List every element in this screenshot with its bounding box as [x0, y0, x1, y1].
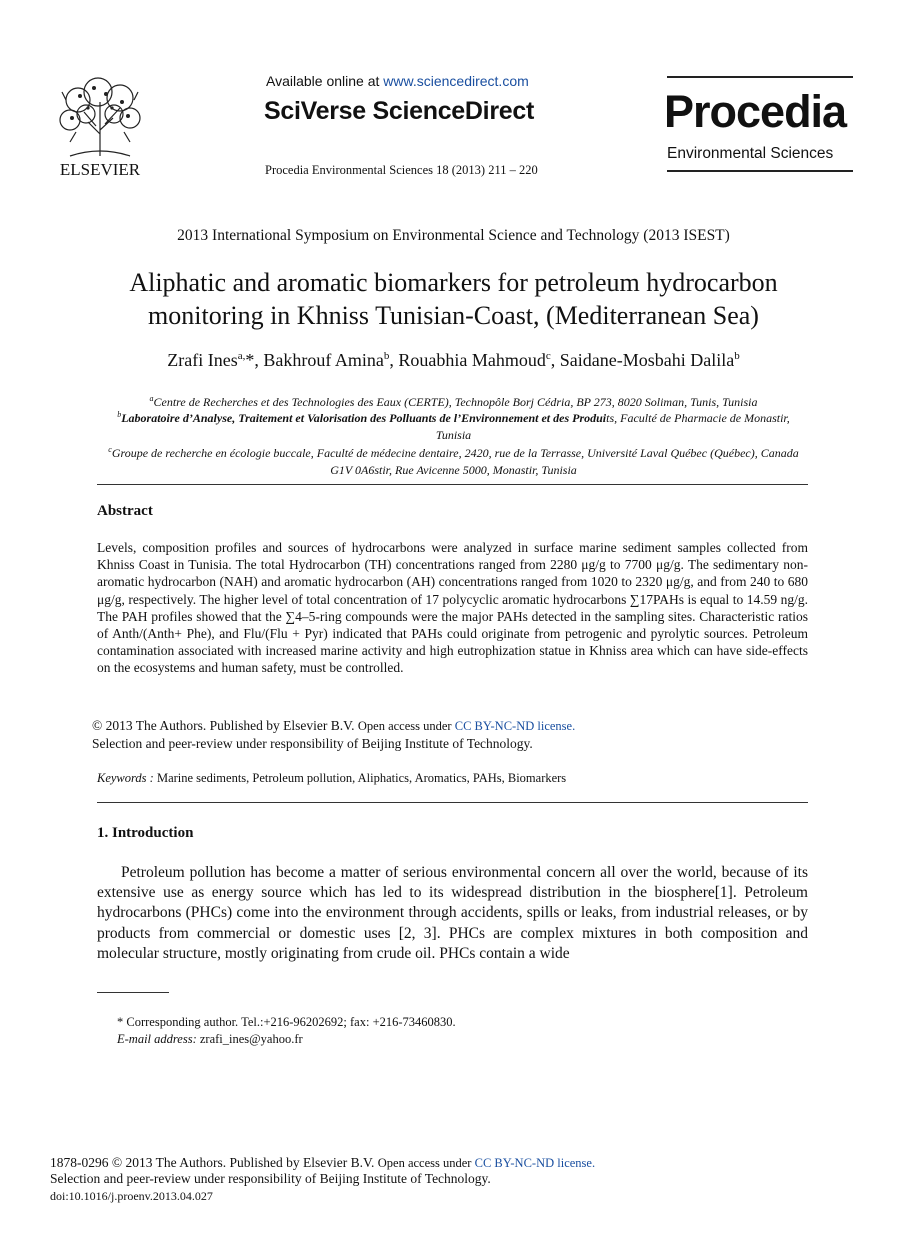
author-name: Saidane-Mosbahi Dalila [559, 350, 735, 370]
affiliation-b [100, 406, 807, 444]
email-note [117, 1032, 303, 1047]
aff-text-bold: Laboratoire d’Analyse, Traitement et Valorisation des Polluants de l’Environnement et des Produi [121, 411, 607, 425]
author-name: Zrafi Ines [167, 350, 238, 370]
author-list [0, 350, 907, 371]
title-line-2: monitoring in Khniss Tunisian-Coast, (Mediterranean Sea) [148, 301, 759, 330]
email-label: E-mail address: [117, 1032, 200, 1046]
author-name: Bakhrouf Amina [263, 350, 384, 370]
introduction-heading: 1. Introduction [97, 825, 194, 841]
author-sep: *, [245, 350, 264, 370]
author-sep: , [550, 350, 560, 370]
aff-sup: c [108, 445, 112, 454]
sciverse-logo: SciVerse ScienceDirect [264, 97, 534, 125]
keywords [97, 771, 566, 786]
open-access-text: Open access under [357, 719, 455, 733]
author-name: Rouabhia Mahmoud [398, 350, 546, 370]
title-line-1: Aliphatic and aromatic biomarkers for petroleum hydrocarbon [129, 268, 778, 297]
symposium-name: 2013 International Symposium on Environmental Science and Technology (2013 ISEST) [177, 227, 730, 244]
footnote-rule [97, 992, 169, 993]
aff-sup: b [117, 410, 122, 419]
author-sup: b [383, 350, 390, 362]
procedia-subtitle: Environmental Sciences [667, 145, 834, 162]
email-address[interactable]: zrafi_ines@yahoo.fr [199, 1032, 303, 1046]
article-title [80, 266, 827, 332]
procedia-top-rule [667, 76, 853, 78]
procedia-logo: Procedia [664, 86, 847, 137]
divider [97, 802, 808, 803]
footer-issn: 1878-0296 © 2013 The Authors. Published by Elsevier B.V. [50, 1155, 378, 1170]
elsevier-tree-icon [50, 72, 150, 180]
elsevier-wordmark: ELSEVIER [59, 160, 141, 179]
abstract-text: Levels, composition profiles and sources of hydrocarbons were analyzed in surface marine sediment samples collected from Khniss Coast in Tunisia. The total Hydrocarbon (TH) concentrations ranged from 2280 μg/g to 7700 μg/g. The sedimentary non-aromatic hydrocarbon (NAH) and aromatic hydrocarbon (AH) concentrations ranged from 1020 to 2320 μg/g, and from 240 to 680 μg/g, respectively. The higher level of total concentration of 17 polycyclic aromatic hydrocarbons ∑17PAHs is equal to 14.59 ng/g. The PAH profiles showed that the ∑4–5-ring compounds were the major PAHs detected in the sampling sites. Characteristic ratios of Anth/(Anth+ Phe), and Flu/(Flu + Pyr) indicated that PAHs could originate from petrogenic and pyrolytic sources. Petroleum contamination associated with increased marine activity and high eutrophization statue in Khniss area which can have side-effects on the ecosystems and human safety, must be controlled. [97, 540, 808, 676]
author-sup: c [545, 350, 551, 362]
footer-open-access: Open access under [377, 1156, 475, 1170]
footer-doi[interactable]: doi:10.1016/j.proenv.2013.04.027 [50, 1189, 213, 1203]
corresponding-author-note: * Corresponding author. Tel.:+216-96202692; fax: +216-73460830. [117, 1015, 456, 1029]
footer-license-link[interactable]: CC BY-NC-ND license. [474, 1156, 596, 1170]
author-sup: b [734, 350, 740, 362]
available-prefix: Available online at [266, 73, 384, 89]
license-link[interactable]: CC BY-NC-ND license. [454, 719, 576, 733]
footer-copyright [50, 1155, 595, 1171]
abstract-heading: Abstract [97, 503, 153, 519]
divider [97, 484, 808, 485]
author-sep: , [389, 350, 399, 370]
available-online [266, 73, 529, 89]
copyright-line: © 2013 The Authors. Published by Elsevier B.V. [92, 718, 358, 733]
aff-text: Centre de Recherches et des Technologies des Eaux (CERTE), Technopôle Borj Cédria, BP 273, 8020 Soliman, Tunis, Tunisia [153, 395, 758, 409]
affiliation-c [100, 441, 807, 479]
procedia-bottom-rule [667, 170, 853, 172]
elsevier-logo [50, 72, 150, 180]
aff-sup: a [149, 394, 154, 403]
peer-review-line: Selection and peer-review under responsibility of Beijing Institute of Technology. [92, 736, 533, 751]
sciencedirect-link[interactable]: www.sciencedirect.com [383, 73, 529, 89]
footer-peer-review: Selection and peer-review under responsibility of Beijing Institute of Technology. [50, 1171, 491, 1186]
copyright-block [92, 717, 575, 753]
keywords-label: Keywords : [97, 771, 157, 785]
introduction-text: Petroleum pollution has become a matter of serious environmental concern all over the world, because of its extensive use as energy source which has led to its widespread distribution in the biosphere[1]. Petroleum hydrocarbons (PHCs) come into the environment through accidents, spills or leaks, from industrial releases, or by products from commercial or domestic uses [2, 3]. PHCs are complex mixtures in both composition and molecular structure, mostly originating from crude oil. PHCs contain a wide [97, 864, 808, 962]
aff-text: ts, Faculté de Pharmacie de Monastir, Tunisia [435, 411, 790, 442]
keywords-list: Marine sediments, Petroleum pollution, Aliphatics, Aromatics, PAHs, Biomarkers [156, 771, 567, 785]
journal-citation: Procedia Environmental Sciences 18 (2013) 211 – 220 [265, 163, 538, 177]
aff-text: Groupe de recherche en écologie buccale, Faculté de médecine dentaire, 2420, rue de la Terrasse, Université Laval Québec (Québec), Canada G1V 0A6stir, Rue Avicenne 5000, Monastir, Tunisia [111, 446, 799, 477]
author-sup: a, [237, 350, 246, 362]
